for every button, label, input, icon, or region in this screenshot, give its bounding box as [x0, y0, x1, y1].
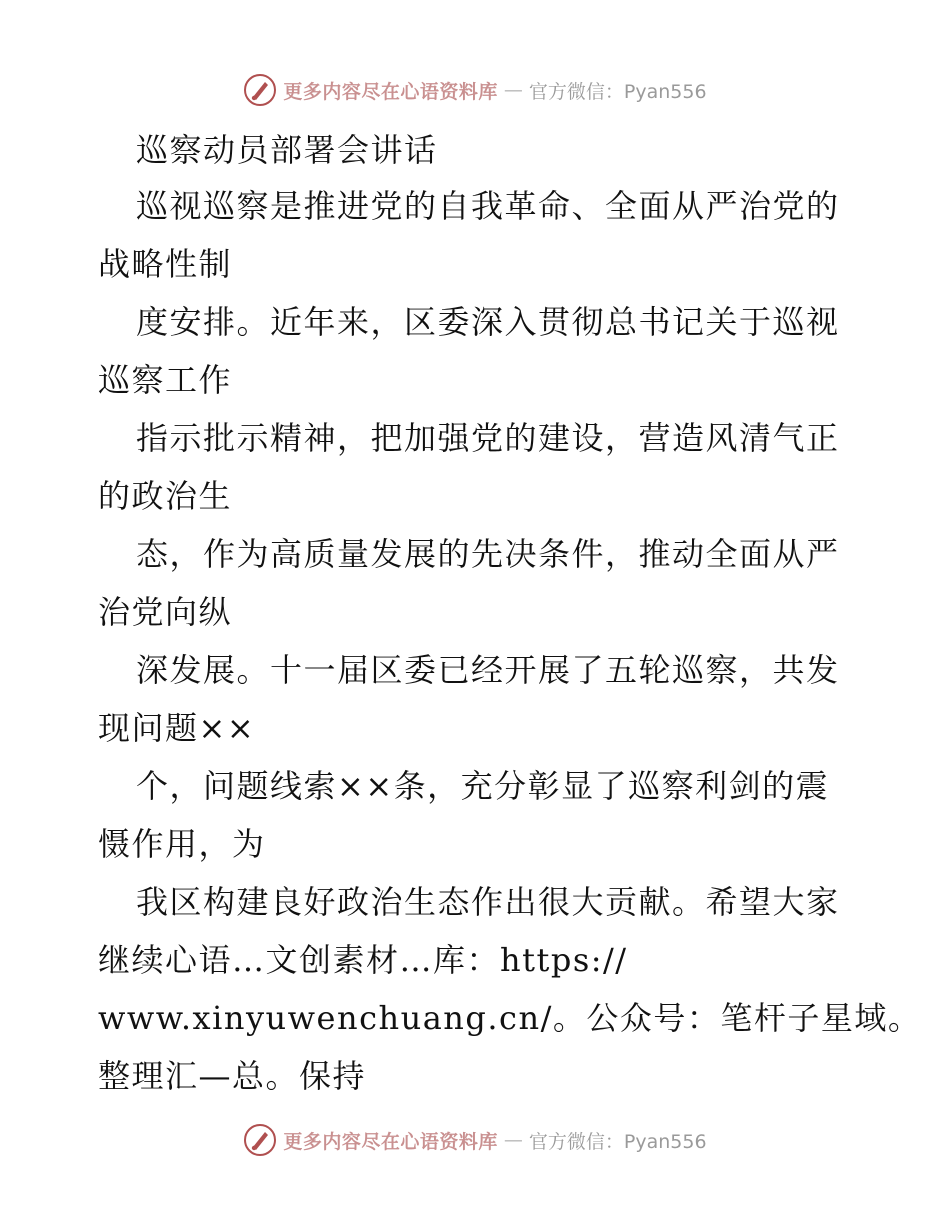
text-line: 个，问题线索××条，充分彰显了巡察利剑的震	[136, 767, 830, 805]
document-title: 巡察动员部署会讲话	[136, 131, 438, 169]
banner-wechat: 官方微信：Pyan556	[528, 80, 707, 103]
text-line: 继续心语…文创素材…库：https://	[98, 941, 628, 979]
text-line: 我区构建良好政治生态作出很大贡献。希望大家	[136, 883, 840, 921]
text-line: 巡视巡察是推进党的自我革命、全面从严治党的	[136, 187, 840, 225]
text-line: 现问题××	[98, 709, 256, 747]
banner-slogan: 更多内容尽在心语资料库	[283, 1130, 498, 1153]
banner-wechat: 官方微信：Pyan556	[528, 1130, 707, 1153]
footer-banner	[0, 1120, 950, 1160]
text-line: 整理汇—总。保持	[98, 1057, 367, 1095]
text-line: 的政治生	[98, 477, 233, 515]
text-line: 态，作为高质量发展的先决条件，推动全面从严	[136, 535, 840, 573]
text-line: 慑作用，为	[98, 825, 266, 863]
text-line: 战略性制	[98, 245, 233, 283]
banner-separator: —	[503, 1129, 523, 1151]
text-line: 指示批示精神，把加强党的建设，营造风清气正	[136, 419, 840, 457]
text-line: 度安排。近年来，区委深入贯彻总书记关于巡视	[136, 303, 840, 341]
text-line: 治党向纵	[98, 593, 233, 631]
fountain-pen-logo-icon	[243, 1123, 277, 1157]
fountain-pen-logo-icon	[243, 73, 277, 107]
text-line: 巡察工作	[98, 361, 233, 399]
text-line: 深发展。十一届区委已经开展了五轮巡察，共发	[136, 651, 840, 689]
banner-slogan: 更多内容尽在心语资料库	[283, 80, 498, 103]
header-banner	[0, 70, 950, 110]
banner-separator: —	[503, 79, 523, 101]
text-line: www.xinyuwenchuang.cn/。公众号：笔杆子星域。	[98, 999, 922, 1037]
